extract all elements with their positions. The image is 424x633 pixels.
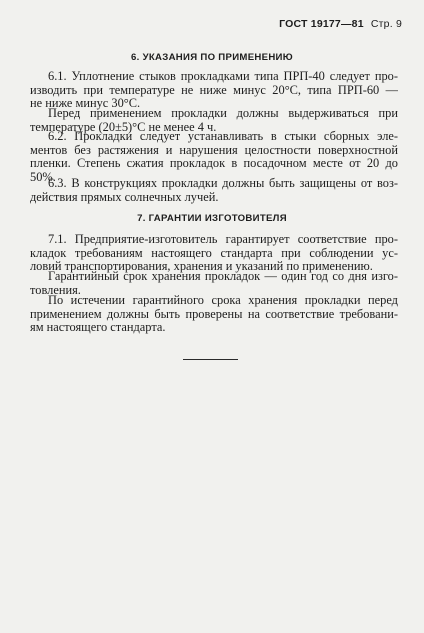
text-line: 6.3. В конструкциях прокладки должны быть защищены от воз- [48, 177, 398, 190]
text-line: действия прямых солнечных лучей. [30, 190, 219, 204]
text-line: 6.2. Прокладки следует устанавливать в стыки сборных эле- [48, 130, 398, 143]
paragraph-7-expiry [30, 294, 398, 335]
text-line: пленки. Степень сжатия прокладок в посадочном месте от 20 до [30, 157, 398, 171]
text-line: товления. [30, 283, 81, 297]
text-line: 7.1. Предприятие-изготовитель гарантирует соответствие про- [48, 233, 398, 246]
text-line: не ниже минус 30°С. [30, 97, 141, 111]
text-line: 6.1. Уплотнение стыков прокладками типа ПРП-40 следует про- [48, 70, 398, 83]
section-6-heading: 6. УКАЗАНИЯ ПО ПРИМЕНЕНИЮ [131, 52, 293, 63]
page-number: Стр. 9 [370, 18, 402, 30]
text-line: ментов без растяжения и нарушения целостности поверхностной [30, 143, 398, 157]
text-line: Гарантийный срок хранения прокладок — один год со дня изго- [48, 270, 398, 283]
text-line: Перед применением прокладки должны выдерживаться при [48, 107, 398, 120]
page-header [279, 18, 402, 30]
end-rule [183, 359, 238, 360]
text-line: кладок требованиям настоящего стандарта при соблюдении ус- [30, 246, 398, 260]
text-line: 50%. [30, 170, 56, 184]
text-line: ловий транспортирования, хранения и указаний по применению. [30, 260, 373, 274]
text-line: ям настоящего стандарта. [30, 321, 166, 335]
text-line: применением должны быть проверены на соответствие требовани- [30, 307, 398, 321]
text-line: изводить при температуре не ниже минус 20°С, типа ПРП-60 — [30, 83, 398, 97]
section-7-heading: 7. ГАРАНТИИ ИЗГОТОВИТЕЛЯ [137, 213, 287, 224]
text-line: температуре (20±5)°С не менее 4 ч. [30, 120, 217, 134]
paragraph-6-1 [30, 70, 398, 111]
text-line: По истечении гарантийного срока хранения прокладки перед [48, 294, 398, 307]
standard-number: ГОСТ 19177—81 [279, 18, 364, 30]
paragraph-6-3 [30, 177, 398, 204]
paragraph-7-1 [30, 233, 398, 274]
